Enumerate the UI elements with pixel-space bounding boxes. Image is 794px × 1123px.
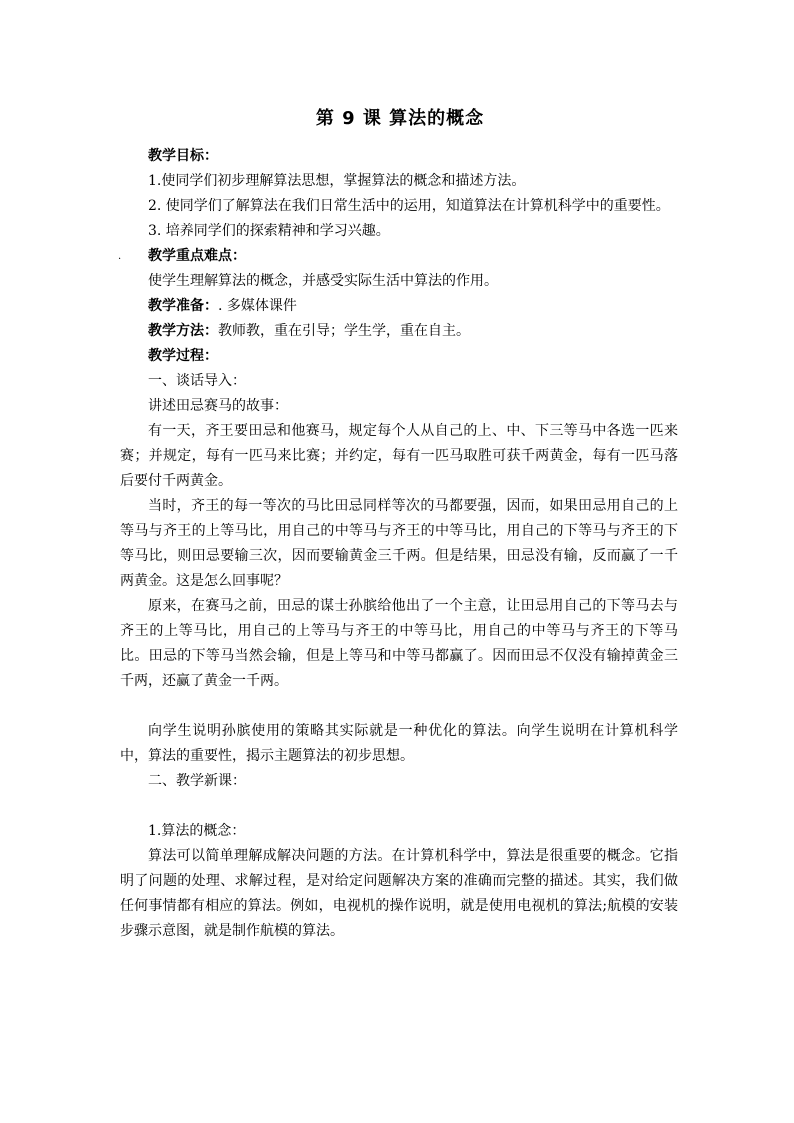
key-points-row bbox=[120, 244, 678, 269]
goals-heading: 教学目标： bbox=[148, 148, 218, 164]
lesson-body bbox=[120, 144, 678, 944]
section-1-heading: 一、谈话导入： bbox=[148, 373, 246, 389]
story-paragraph-2: 当时，齐王的每一等次的马比田忌同样等次的马都要强，因而，如果田忌用自己的上等马与齐王的上等马比，用自己的中等马与齐王的中等马比，用自己的下等马与齐王的下等马比，则田忌要输三次，因而要输黄金三千两。但是结果，田忌没有输，反而赢了一千两黄金。这是怎么回事呢？ bbox=[120, 498, 678, 589]
preparation-line bbox=[120, 294, 678, 319]
preparation-marker: . bbox=[218, 298, 223, 314]
preparation-heading: 教学准备： bbox=[148, 298, 218, 314]
goal-item-3: 3. 培养同学们的探索精神和学习兴趣。 bbox=[148, 223, 390, 239]
method-text: 教师教，重在引导；学生学，重在自主。 bbox=[218, 323, 470, 339]
page-title: 第 9 课 算法的概念 bbox=[315, 108, 485, 129]
method-line bbox=[120, 319, 678, 344]
key-points-heading: 教学重点难点： bbox=[148, 248, 246, 264]
process-heading: 教学过程： bbox=[148, 348, 218, 364]
method-heading: 教学方法： bbox=[148, 323, 218, 339]
story-paragraph-1: 有一天，齐王要田忌和他赛马，规定每个人从自己的上、中、下三等马中各选一匹来赛；并规定，每有一匹马来比赛；并约定，每有一匹马取胜可获千两黄金，每有一匹马落后要付千两黄金。 bbox=[120, 423, 678, 489]
concept-paragraph: 算法可以简单理解成解决问题的方法。在计算机科学中，算法是很重要的概念。它指明了问题的处理、求解过程，是对给定问题解决方案的准确而完整的描述。其实，我们做任何事情都有相应的算法。例如，电视机的操作说明，就是使用电视机的算法;航模的安装步骤示意图，就是制作航模的算法。 bbox=[120, 848, 678, 939]
preparation-text: 多媒体课件 bbox=[226, 298, 297, 314]
goal-item-1: 1.使同学们初步理解算法思想，掌握算法的概念和描述方法。 bbox=[148, 173, 526, 189]
story-intro: 讲述田忌赛马的故事： bbox=[148, 398, 288, 414]
strategy-explanation: 向学生说明孙膑使用的策略其实际就是一种优化的算法。向学生说明在计算机科学中，算法的重要性，揭示主题算法的初步思想。 bbox=[120, 723, 678, 764]
blank-line bbox=[120, 794, 678, 819]
concept-heading: 1.算法的概念： bbox=[148, 823, 246, 839]
key-points-text: 使学生理解算法的概念，并感受实际生活中算法的作用。 bbox=[148, 273, 498, 289]
section-2-heading: 二、教学新课： bbox=[148, 773, 246, 789]
stray-mark: . bbox=[118, 251, 122, 262]
blank-line bbox=[120, 694, 678, 719]
goal-item-2: 2. 使同学们了解算法在我们日常生活中的运用，知道算法在计算机科学中的重要性。 bbox=[148, 198, 670, 214]
story-paragraph-3: 原来，在赛马之前，田忌的谋士孙膑给他出了一个主意，让田忌用自己的下等马去与齐王的上等马比，用自己的上等马与齐王的中等马比，用自己的中等马与齐王的下等马比。田忌的下等马当然会输，但是上等马和中等马都赢了。因而田忌不仅没有输掉黄金三千两，还赢了黄金一千两。 bbox=[120, 598, 678, 689]
